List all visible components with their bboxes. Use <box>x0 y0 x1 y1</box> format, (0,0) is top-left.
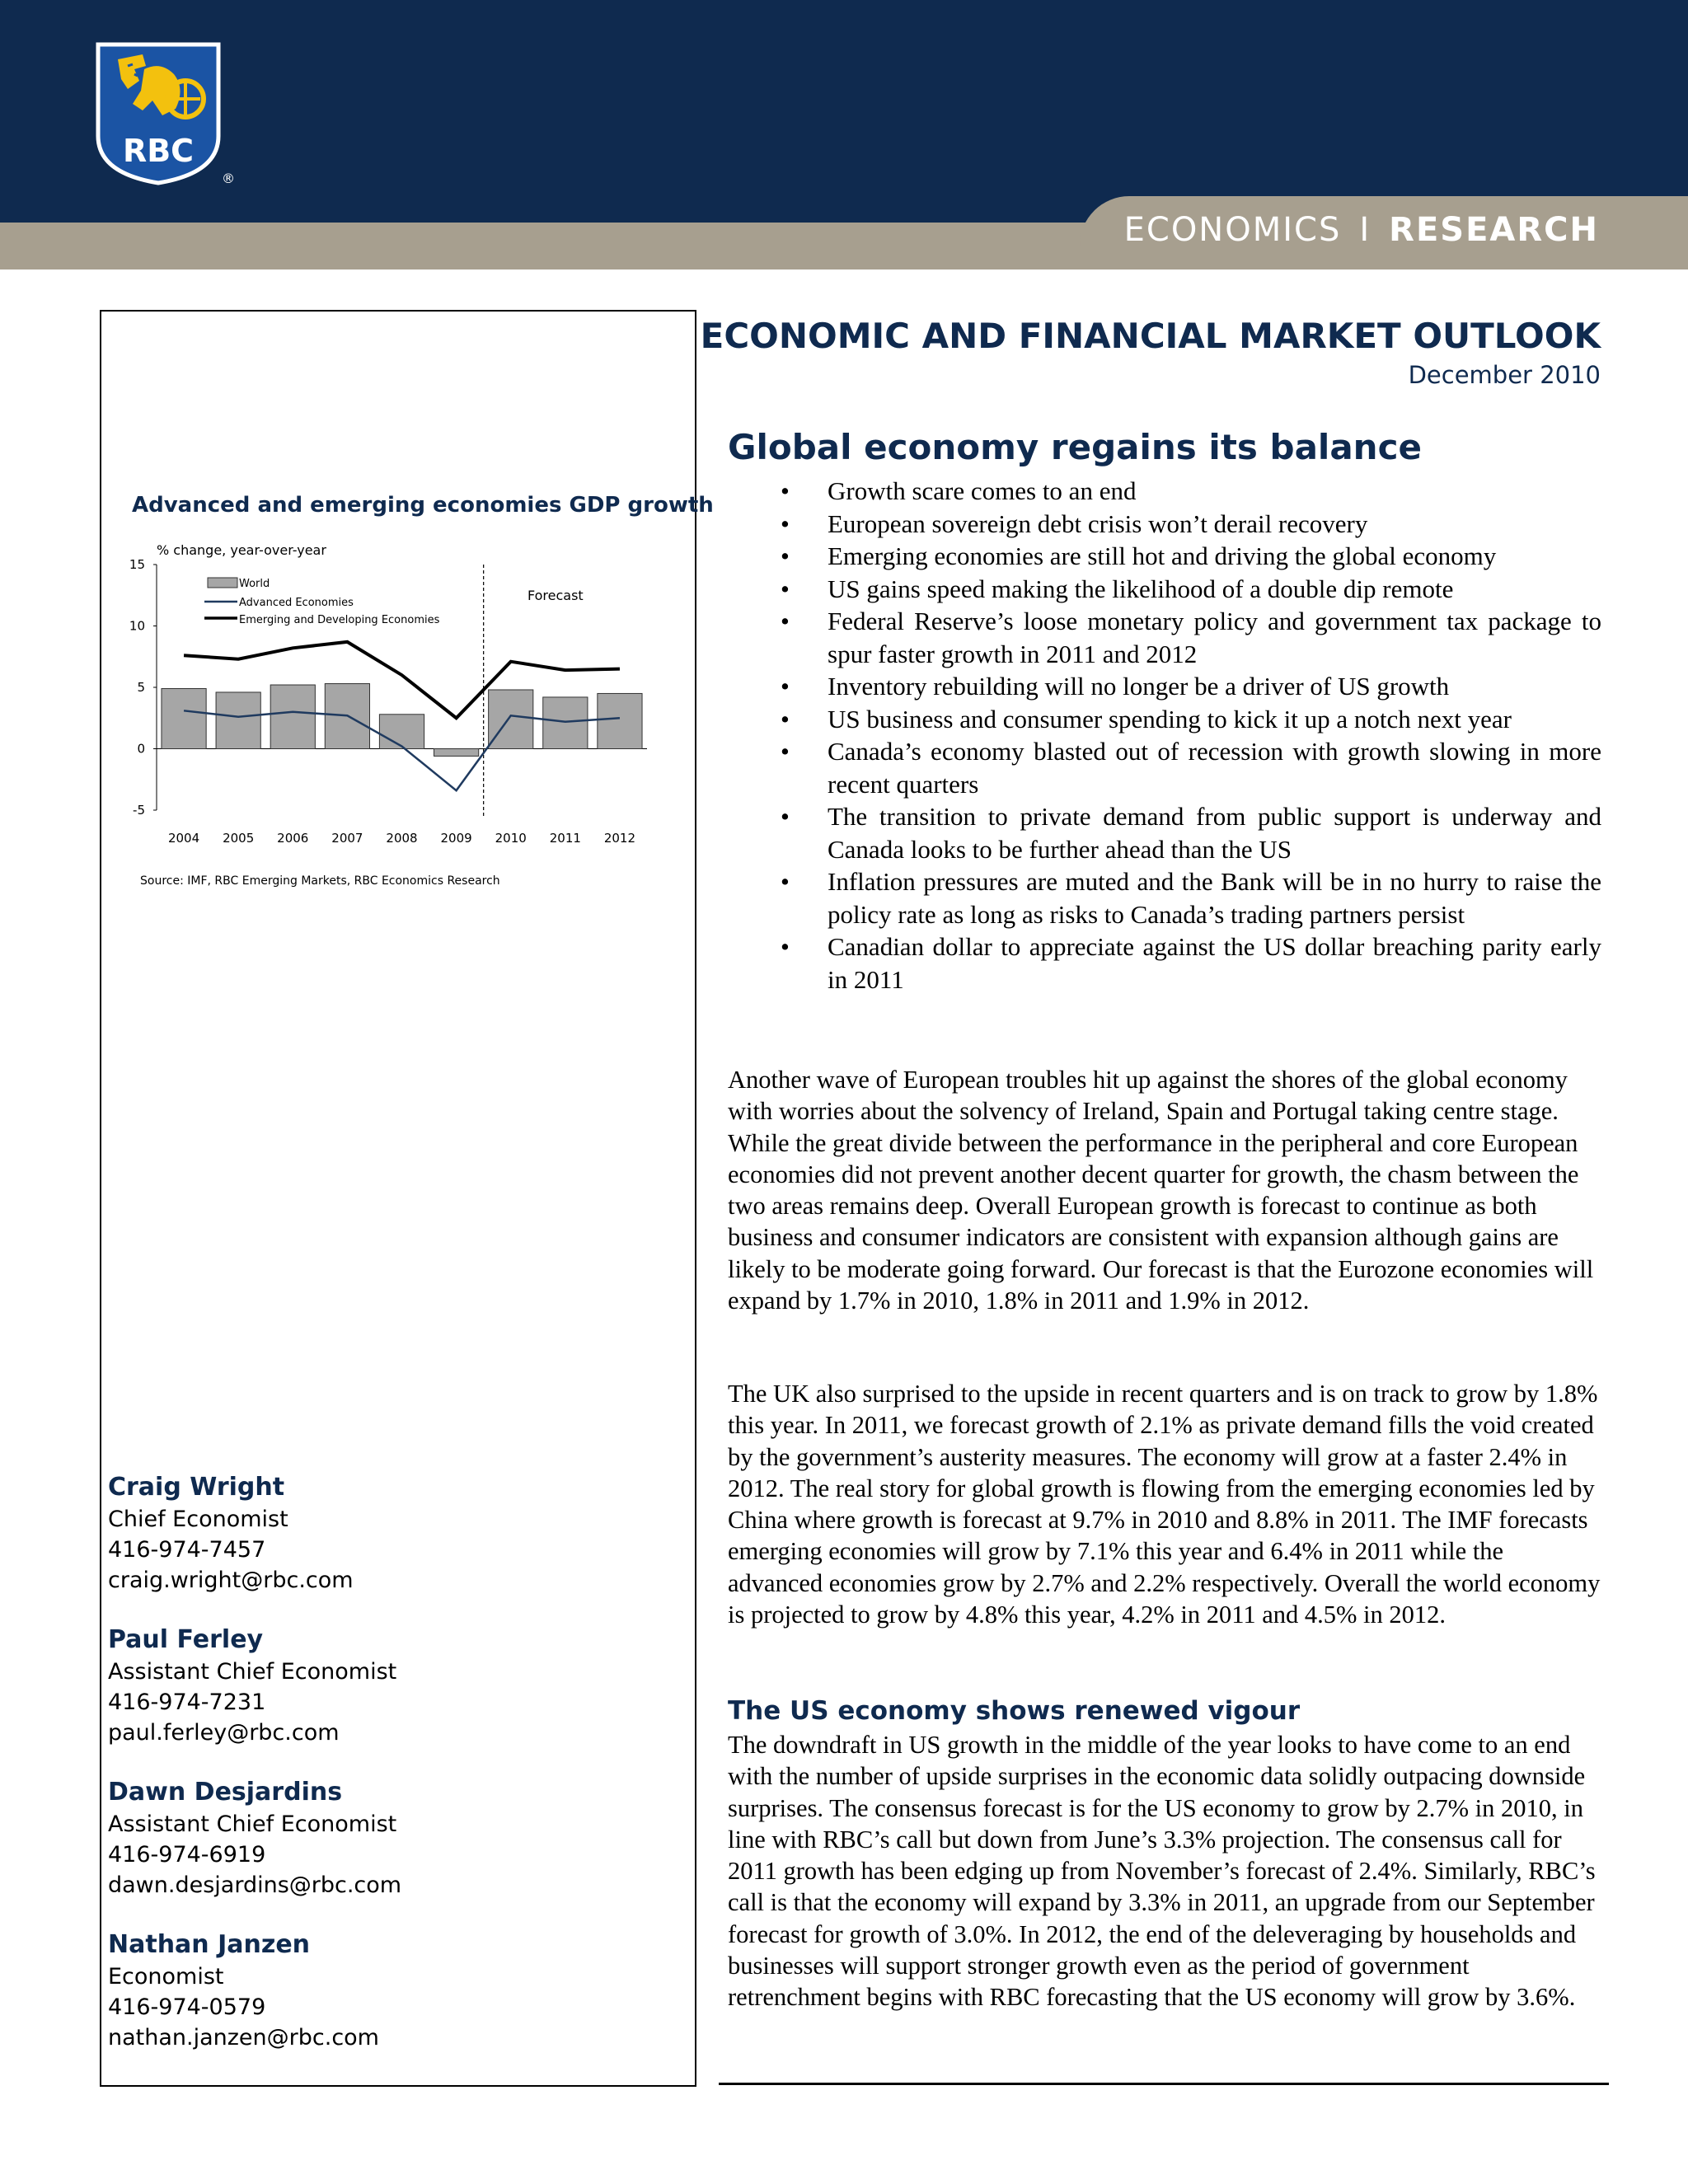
list-item: • The transition to private demand from public support is underway and Canada looks to be further ahead than the US <box>728 800 1601 865</box>
list-item: • European sovereign debt crisis won’t derail recovery <box>728 508 1601 541</box>
svg-text:®: ® <box>222 171 235 185</box>
list-item: • US gains speed making the likelihood of a double dip remote <box>728 573 1601 606</box>
contact-name: Paul Ferley <box>108 1625 264 1654</box>
x-tick-label: 2007 <box>331 831 363 846</box>
list-item: • Inventory rebuilding will no longer be a driver of US growth <box>728 670 1601 703</box>
bar-world <box>379 715 424 749</box>
contact-role: Chief Economist <box>108 1507 288 1532</box>
chart-legend <box>204 578 440 626</box>
x-tick-label: 2012 <box>603 831 636 846</box>
x-tick-label: 2010 <box>495 831 527 846</box>
bar-world <box>216 692 260 749</box>
section-label: ECONOMICS I RESEARCH <box>1123 211 1599 249</box>
body-paragraph: Another wave of European troubles hit up against the shores of the global economy with worries about the solvency of Ireland, Spain and Portugal taking centre stage. While the great divide between the performance in the peripheral and core European economies did not prevent another decent quarter for growth, the chasm between the two areas remains deep. Overall European growth is forecast to continue as both business and consumer indicators are consistent with expansion although gains are likely to be moderate going forward. Our forecast is that the Eurozone economies will expand by 1.7% in 2010, 1.8% in 2011 and 1.9% in 2012. <box>728 1066 1594 1315</box>
contact-phone[interactable]: 416-974-7231 <box>108 1690 266 1715</box>
contact-card <box>108 1624 677 1748</box>
y-tick-label: 15 <box>129 557 145 572</box>
contact-email[interactable]: craig.wright@rbc.com <box>108 1568 354 1593</box>
list-item: • Growth scare comes to an end <box>728 475 1601 508</box>
contact-name: Nathan Janzen <box>108 1930 311 1959</box>
contact-phone[interactable]: 416-974-6919 <box>108 1842 266 1868</box>
contact-role: Assistant Chief Economist <box>108 1811 397 1837</box>
legend-advanced: Advanced Economies <box>239 597 354 609</box>
publication-date: December 2010 <box>1408 361 1601 389</box>
contact-phone[interactable]: 416-974-7457 <box>108 1537 266 1563</box>
y-tick-label: 0 <box>137 741 145 757</box>
bar-world <box>270 685 315 748</box>
article-subhead: Global economy regains its balance <box>728 427 1422 467</box>
bar-world <box>598 693 642 748</box>
body-paragraph: The UK also surprised to the upside in recent quarters and is on track to grow by 1.8% this year. In 2011, we forecast growth of 2.1% as private demand fills the void created by the government’s austerity measures. The economy will grow at a faster 2.4% in 2012. The real story for global growth is flowing from the emerging economies led by China where growth is forecast at 9.7% in 2010 and 8.8% in 2011. The IMF forecasts emerging economies will grow by 7.1% this year and 6.4% in 2011 while the advanced economies grow by 2.7% and 2.2% respectively. Overall the world economy is projected to grow by 4.8% this year, 4.2% in 2011 and 4.5% in 2012. <box>728 1380 1601 1629</box>
x-tick-label: 2008 <box>386 831 418 846</box>
contact-name: Craig Wright <box>108 1473 285 1502</box>
list-item: • Canadian dollar to appreciate against the US dollar breaching parity early in 2011 <box>728 930 1601 996</box>
gdp-growth-chart <box>115 536 676 890</box>
contact-role: Assistant Chief Economist <box>108 1659 397 1685</box>
chart-ylabel: % change, year-over-year <box>157 542 326 558</box>
list-item: • Inflation pressures are muted and the Bank will be in no hurry to raise the policy rate as long as risks to Canada’s trading partners persist <box>728 865 1601 930</box>
contact-email[interactable]: dawn.desjardins@rbc.com <box>108 1872 402 1898</box>
rbc-logo[interactable] <box>95 41 235 185</box>
legend-emerging: Emerging and Developing Economies <box>239 614 440 626</box>
x-tick-label: 2006 <box>277 831 309 846</box>
y-tick-label: -5 <box>133 803 145 818</box>
y-tick-label: 10 <box>129 618 145 634</box>
bar-world <box>162 688 206 748</box>
legend-swatch-world <box>208 578 237 588</box>
contact-name: Dawn Desjardins <box>108 1778 343 1807</box>
x-tick-label: 2004 <box>167 831 200 846</box>
page-title: ECONOMIC AND FINANCIAL MARKET OUTLOOK <box>700 316 1601 356</box>
contact-email[interactable]: nathan.janzen@rbc.com <box>108 2025 379 2050</box>
list-item: • Federal Reserve’s loose monetary policy and government tax package to spur faster growth in 2011 and 2012 <box>728 605 1601 670</box>
header-banner <box>0 0 1688 223</box>
bar-world <box>434 749 479 757</box>
list-item: • Emerging economies are still hot and driving the global economy <box>728 540 1601 573</box>
contact-card <box>108 1471 677 1596</box>
forecast-label: Forecast <box>528 588 584 603</box>
contact-phone[interactable]: 416-974-0579 <box>108 1994 266 2020</box>
legend-world: World <box>239 578 270 590</box>
bottom-divider <box>719 2083 1609 2085</box>
y-tick-label: 5 <box>137 680 145 695</box>
contact-list <box>108 1471 677 2081</box>
contact-card <box>108 1929 677 2053</box>
x-tick-label: 2011 <box>549 831 581 846</box>
list-item: • US business and consumer spending to kick it up a notch next year <box>728 703 1601 736</box>
list-item: • Canada’s economy blasted out of recession with growth slowing in more recent quarters <box>728 735 1601 800</box>
highlights-list <box>728 475 1601 996</box>
section-heading: The US economy shows renewed vigour <box>728 1696 1301 1726</box>
x-tick-label: 2009 <box>440 831 472 846</box>
bar-world <box>489 690 533 749</box>
chart-source: Source: IMF, RBC Emerging Markets, RBC Economics Research <box>140 874 500 888</box>
contact-email[interactable]: paul.ferley@rbc.com <box>108 1720 340 1746</box>
chart-title: Advanced and emerging economies GDP growth <box>132 493 714 518</box>
body-paragraph: The downdraft in US growth in the middle of the year looks to have come to an end with the number of upside surprises in the economic data solidly outpacing downside surprises. The consensus forecast is for the US economy to grow by 2.7% in 2010, in line with RBC’s call but down from June’s 3.3% projection. The consensus call for 2011 growth has been edging up from November’s forecast of 2.4%. Similarly, RBC’s call is that the economy will expand by 3.3% in 2011, an upgrade from our September forecast for growth of 3.0%. In 2012, the end of the deleveraging by households and businesses will support stronger growth even as the period of government retrenchment begins with RBC forecasting that the US economy will grow by 3.6%. <box>728 1731 1596 2012</box>
x-tick-label: 2005 <box>223 831 255 846</box>
logo-wordmark: RBC <box>122 133 195 169</box>
bar-world <box>543 697 588 749</box>
contact-role: Economist <box>108 1964 224 1990</box>
contact-card <box>108 1776 677 1900</box>
